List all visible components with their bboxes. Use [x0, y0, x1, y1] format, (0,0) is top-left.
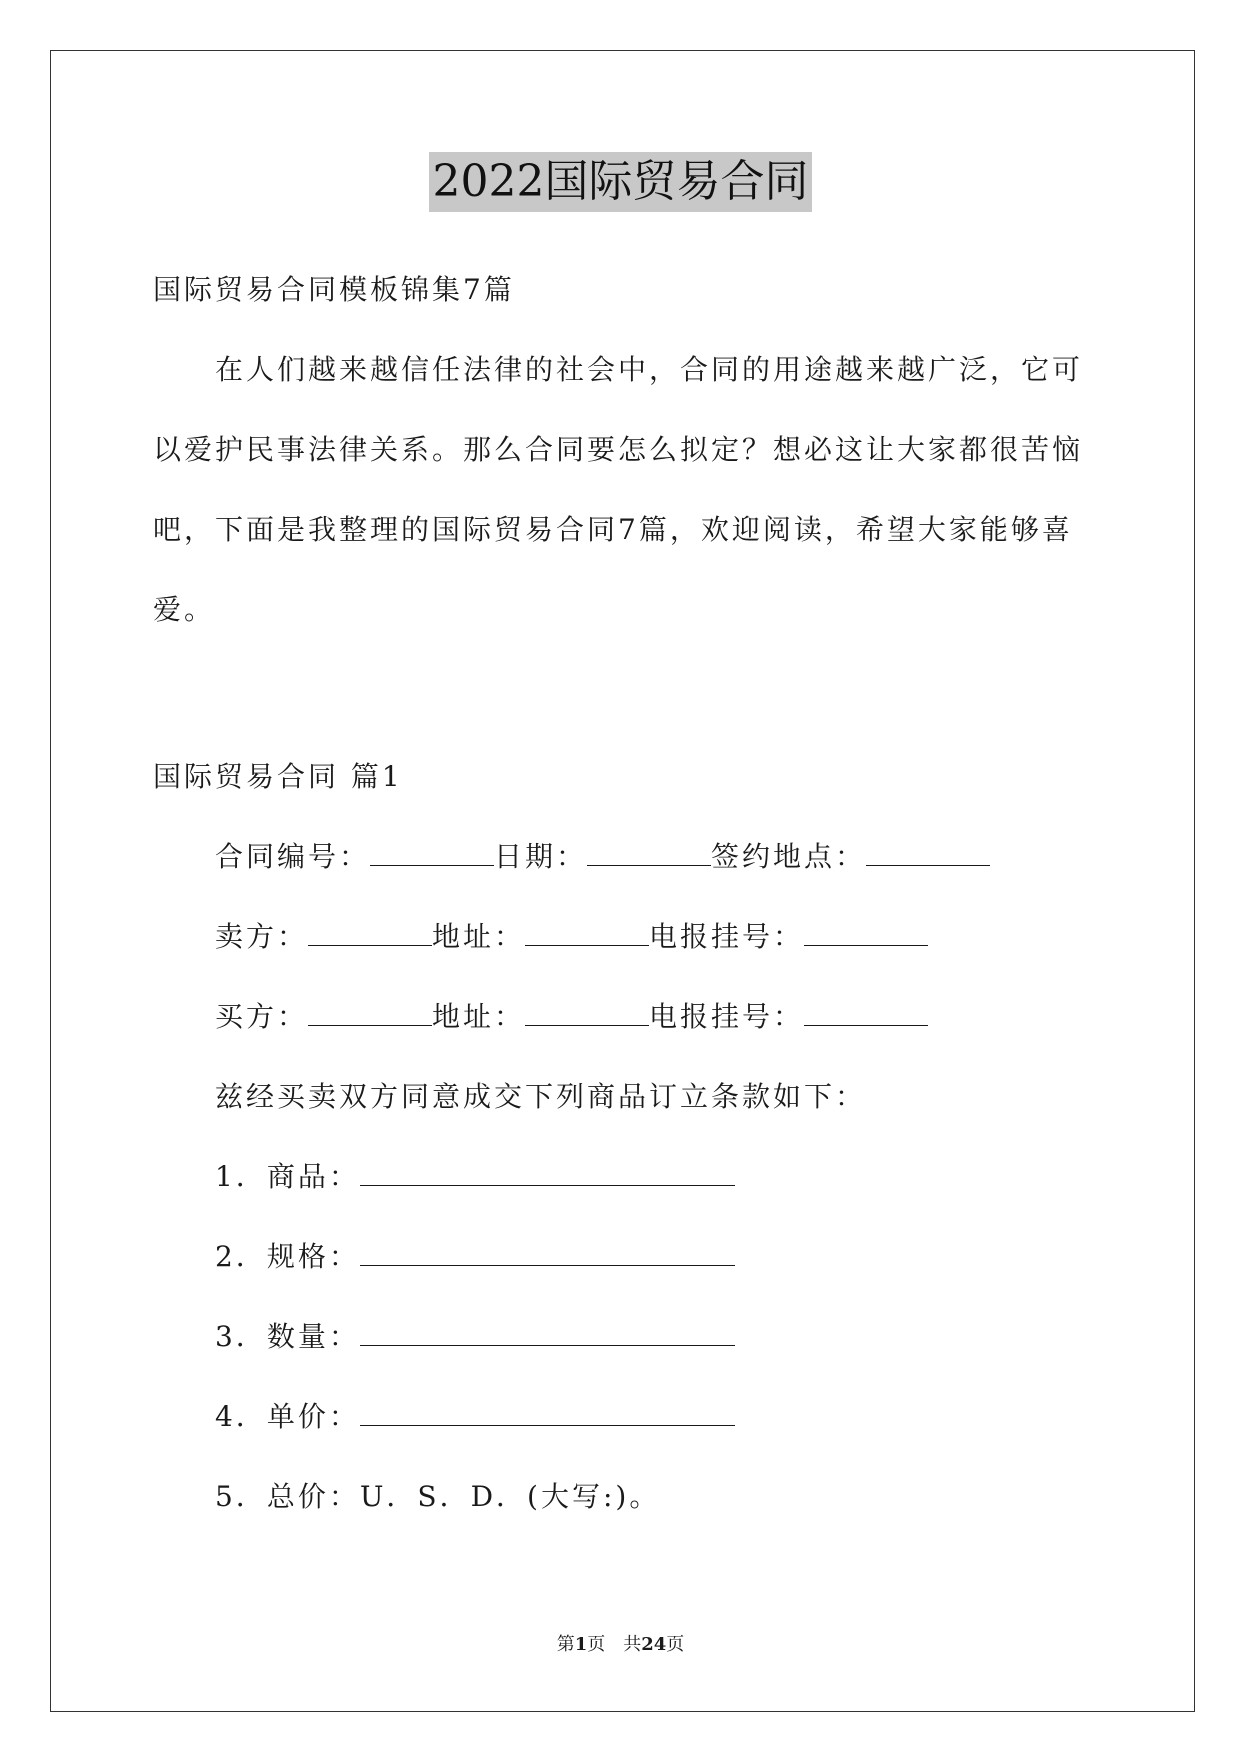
seller-blank: [308, 917, 432, 946]
section-heading: 国际贸易合同 篇1: [153, 760, 403, 793]
buyer-blank: [308, 997, 432, 1026]
buyer-address-label: 地址：: [432, 1000, 526, 1033]
buyer-address-blank: [525, 997, 649, 1026]
item-label: 1．商品：: [215, 1160, 360, 1193]
buyer-label: 买方：: [215, 1000, 309, 1033]
seller-address-blank: [525, 917, 649, 946]
intro-line-1: 在人们越来越信任法律的社会中，合同的用途越来越广泛，它可: [215, 353, 1084, 386]
buyer-cable-blank: [804, 997, 928, 1026]
footer-mid: 页 共: [587, 1634, 642, 1655]
item-blank: [360, 1237, 735, 1266]
footer-prefix: 第: [556, 1634, 575, 1655]
total-price-line: 5．总价：U．S．D．(大写:)。: [215, 1480, 661, 1513]
intro-line-2: 以爱护民事法律关系。那么合同要怎么拟定？想必这让大家都很苦恼: [153, 433, 1084, 466]
item-row-goods: [215, 1157, 735, 1197]
agreement-line: 兹经买卖双方同意成交下列商品订立条款如下：: [215, 1080, 867, 1113]
item-row-unit-price: [215, 1397, 735, 1437]
item-blank: [360, 1317, 735, 1346]
date-blank: [587, 837, 711, 866]
footer-suffix: 页: [666, 1634, 685, 1655]
document-subtitle: 国际贸易合同模板锦集7篇: [153, 273, 515, 306]
document-title-wrap: [0, 152, 1241, 212]
buyer-cable-label: 电报挂号：: [649, 1000, 805, 1033]
seller-cable-blank: [804, 917, 928, 946]
date-label: 日期：: [494, 840, 588, 873]
intro-line-3: 吧，下面是我整理的国际贸易合同7篇，欢迎阅读，希望大家能够喜: [153, 513, 1073, 546]
item-row-spec: [215, 1237, 735, 1277]
seller-label: 卖方：: [215, 920, 309, 953]
item-label: 3．数量：: [215, 1320, 360, 1353]
seller-cable-label: 电报挂号：: [649, 920, 805, 953]
item-row-quantity: [215, 1317, 735, 1357]
footer-page-number: 1: [574, 1634, 588, 1655]
item-blank: [360, 1397, 735, 1426]
contract-no-label: 合同编号：: [215, 840, 371, 873]
page-footer: [0, 1632, 1241, 1658]
intro-line-4: 爱。: [153, 593, 216, 626]
buyer-info-row: [215, 997, 928, 1037]
item-label: 2．规格：: [215, 1240, 360, 1273]
place-blank: [866, 837, 990, 866]
item-blank: [360, 1157, 735, 1186]
item-label: 4．单价：: [215, 1400, 360, 1433]
seller-info-row: [215, 917, 928, 957]
document-title: 2022国际贸易合同: [429, 152, 813, 212]
contract-no-blank: [370, 837, 494, 866]
place-label: 签约地点：: [711, 840, 867, 873]
contract-info-row: [215, 837, 990, 877]
seller-address-label: 地址：: [432, 920, 526, 953]
footer-total-pages: 24: [641, 1634, 667, 1655]
